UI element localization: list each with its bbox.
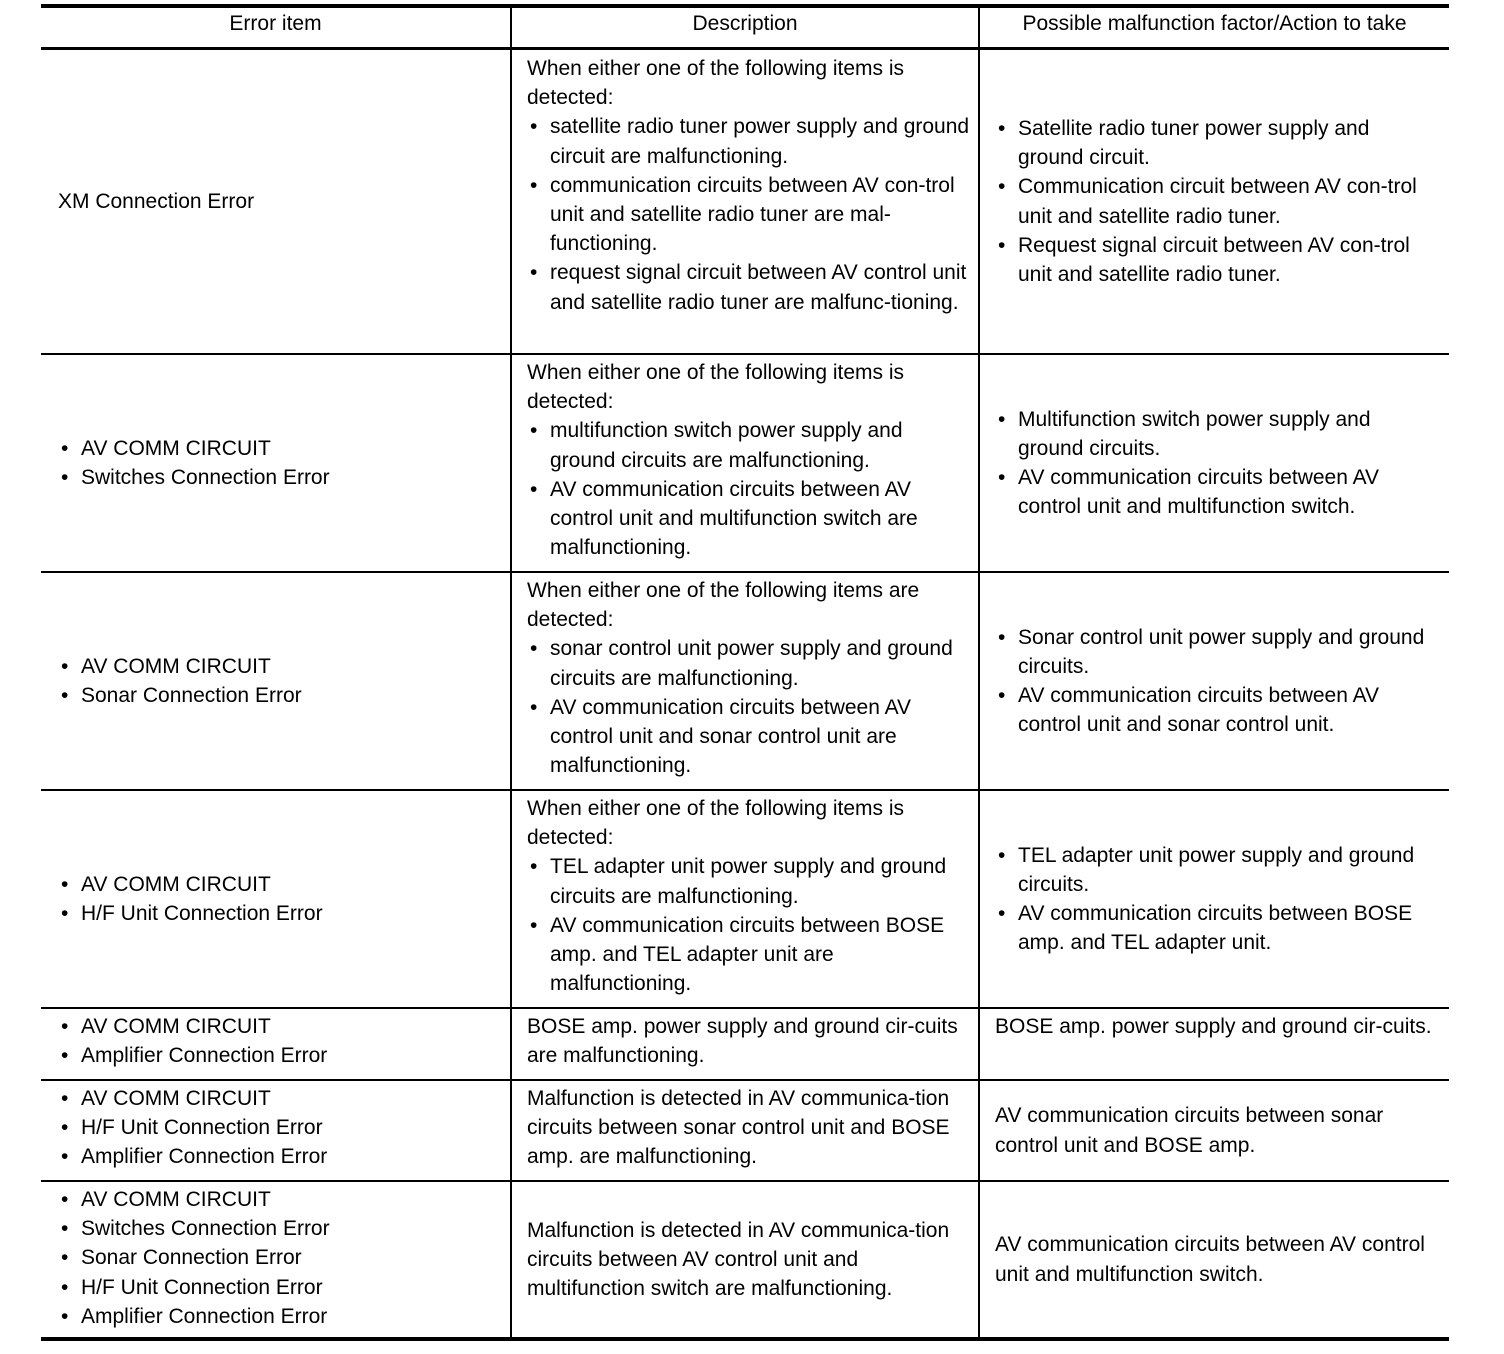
error-item-bullet: • AV COMM CIRCUIT xyxy=(58,1084,498,1113)
description-bullet: • TEL adapter unit power supply and ground circuits are malfunctioning. xyxy=(527,852,972,910)
row-1-description xyxy=(527,54,972,317)
row-7-action xyxy=(995,1182,1440,1337)
row-4-action xyxy=(995,791,1435,1007)
error-item-bullet: • AV COMM CIRCUIT xyxy=(58,434,498,463)
table-top-rule xyxy=(41,4,1449,8)
row-5-error-item xyxy=(58,1012,498,1070)
row-6-description: Malfunction is detected in AV communica-tion circuits between sonar control unit and BOSE amp. are malfunctioning. xyxy=(527,1087,950,1169)
description-intro: When either one of the following items is detected: xyxy=(527,797,905,850)
row-1-action xyxy=(995,50,1435,353)
column-divider xyxy=(978,6,980,1339)
description-bullet: • request signal circuit between AV control unit and satellite radio tuner are malfunc-tioning. xyxy=(527,258,972,316)
row-3-action xyxy=(995,573,1435,789)
row-6-action xyxy=(995,1081,1440,1180)
action-bullet: • AV communication circuits between AV control unit and sonar control unit. xyxy=(995,681,1435,739)
error-item-bullet: • AV COMM CIRCUIT xyxy=(58,870,498,899)
header-description: Description xyxy=(692,12,798,35)
error-item-bullet: • Sonar Connection Error xyxy=(58,681,498,710)
error-item-bullet: • Amplifier Connection Error xyxy=(58,1041,498,1070)
row-3-error-item xyxy=(58,573,498,789)
description-bullet: • sonar control unit power supply and ground circuits are malfunctioning. xyxy=(527,634,972,692)
row-6-error-item xyxy=(58,1084,498,1172)
action-bullet: • TEL adapter unit power supply and ground circuits. xyxy=(995,841,1435,899)
action-bullet: • Multifunction switch power supply and ground circuits. xyxy=(995,405,1435,463)
header-action: Possible malfunction factor/Action to take xyxy=(1022,12,1407,35)
error-item-bullet: • AV COMM CIRCUIT xyxy=(58,1012,498,1041)
description-bullet: • AV communication circuits between BOSE amp. and TEL adapter unit are malfunctioning. xyxy=(527,911,972,999)
action-bullet: • AV communication circuits between BOSE amp. and TEL adapter unit. xyxy=(995,899,1435,957)
error-item-bullet: • H/F Unit Connection Error xyxy=(58,1113,498,1142)
action-bullet: • AV communication circuits between AV control unit and multifunction switch. xyxy=(995,463,1435,521)
action-text: AV communication circuits between sonar control unit and BOSE amp. xyxy=(995,1104,1384,1157)
description-intro: When either one of the following items is detected: xyxy=(527,361,905,414)
column-divider xyxy=(510,6,512,1339)
row-2-description xyxy=(527,358,972,562)
header-error-item: Error item xyxy=(229,12,322,35)
error-item-bullet: • H/F Unit Connection Error xyxy=(58,1273,498,1302)
description-bullet: • AV communication circuits between AV control unit and sonar control unit are malfunctioning. xyxy=(527,693,972,781)
row-4-error-item xyxy=(58,791,498,1007)
description-bullet: • multifunction switch power supply and ground circuits are malfunctioning. xyxy=(527,416,972,474)
error-item-bullet: • H/F Unit Connection Error xyxy=(58,899,498,928)
error-item-bullet: • Switches Connection Error xyxy=(58,1214,498,1243)
description-intro: When either one of the following items are detected: xyxy=(527,579,920,632)
description-bullet: • satellite radio tuner power supply and ground circuit are malfunctioning. xyxy=(527,112,972,170)
action-bullet: • Communication circuit between AV con-trol unit and satellite radio tuner. xyxy=(995,172,1435,230)
action-bullet: • Request signal circuit between AV con-trol unit and satellite radio tuner. xyxy=(995,231,1435,289)
error-item-bullet: • Amplifier Connection Error xyxy=(58,1142,498,1171)
error-item-bullet: • Switches Connection Error xyxy=(58,463,498,492)
row-5-action: BOSE amp. power supply and ground cir-cuits. xyxy=(995,1015,1432,1038)
row-7-error-item xyxy=(58,1185,498,1331)
error-item-bullet: • AV COMM CIRCUIT xyxy=(58,1185,498,1214)
description-text: Malfunction is detected in AV communica-tion circuits between AV control unit and multifunction switch are malfunctioning. xyxy=(527,1218,950,1301)
description-bullet: • communication circuits between AV con-trol unit and satellite radio tuner are mal-functioning. xyxy=(527,171,972,259)
error-item-bullet: • Sonar Connection Error xyxy=(58,1243,498,1272)
row-3-description xyxy=(527,576,972,780)
description-intro: When either one of the following items is detected: xyxy=(527,57,905,110)
error-item-bullet: • AV COMM CIRCUIT xyxy=(58,652,498,681)
error-item-text: XM Connection Error xyxy=(58,189,255,213)
row-2-error-item xyxy=(58,355,498,571)
row-7-description xyxy=(527,1182,972,1337)
row-5-description: BOSE amp. power supply and ground cir-cuits are malfunctioning. xyxy=(527,1015,958,1068)
error-item-bullet: • Amplifier Connection Error xyxy=(58,1302,498,1331)
row-divider xyxy=(41,1007,1449,1009)
row-2-action xyxy=(995,355,1435,571)
table-bottom-rule xyxy=(41,1337,1449,1341)
action-bullet: • Satellite radio tuner power supply and ground circuit. xyxy=(995,114,1435,172)
description-bullet: • AV communication circuits between AV control unit and multifunction switch are malfunctioning. xyxy=(527,475,972,563)
action-bullet: • Sonar control unit power supply and ground circuits. xyxy=(995,623,1435,681)
row-1-error-item xyxy=(58,50,498,353)
action-text: AV communication circuits between AV control unit and multifunction switch. xyxy=(995,1233,1425,1286)
row-4-description xyxy=(527,794,972,998)
